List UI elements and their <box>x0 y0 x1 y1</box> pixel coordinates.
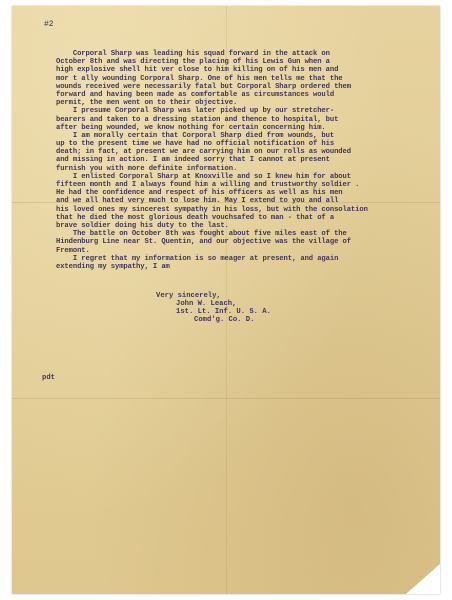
letter-body <box>56 50 430 271</box>
letter-paragraph <box>56 50 430 107</box>
text-line: after being wounded, we know nothing for certain concerning him. <box>56 123 326 132</box>
text-line: that he died the most glorious death vouchsafed to man - that of a <box>56 213 335 222</box>
text-line: fifteen month and I always found him a willing and trustworthy soldier . <box>56 181 360 189</box>
letter-paragraph <box>56 107 430 132</box>
signature-name: John W. Leach, <box>176 300 237 308</box>
text-line: Corporal Sharp was leading his squad forward in the attack on <box>56 50 330 58</box>
text-line: brave soldier doing his duty to the last. <box>56 221 229 230</box>
letter-paragraph <box>56 173 430 230</box>
text-line: up to the present time we have had no official notification of his <box>56 140 335 149</box>
signature-rank: 1st. Lt. Inf. U. S. A. <box>176 308 271 316</box>
letter-paragraph <box>56 230 430 255</box>
text-line: bearers and taken to a dressing station and thence to hospital, but <box>56 115 339 124</box>
text-line: I enlisted Corporal Sharp at Knoxville and so I knew him for about <box>56 172 351 181</box>
torn-corner <box>406 564 440 594</box>
text-line: I am morally certain that Corporal Sharp died from wounds, but <box>56 131 335 140</box>
letter-page <box>12 6 440 594</box>
text-line: permit, the men went on to their objective. <box>56 99 238 108</box>
closing: Very sincerely, <box>156 292 221 300</box>
text-line: wounds received were necessarily fatal but Corporal Sharp ordered them <box>56 82 351 91</box>
text-line: death; in fact, at present we are carrying him on our rolls as wounded <box>56 148 351 157</box>
text-line: Hindenburg Line near St. Quentin, and our objective was the village of <box>56 238 351 247</box>
text-line: and we all hated very much to lose him. May I extend to you and all <box>56 197 339 206</box>
text-line: October 8th and was directing the placing of his Lewis Gun when a <box>56 58 330 67</box>
text-line: Fremont. <box>56 246 90 255</box>
letter-paragraph <box>56 132 430 173</box>
text-line: I regret that my information is so meager at present, and again <box>56 254 339 263</box>
text-line: mor t ally wounding Corporal Sharp. One of his men tells me that the <box>56 74 343 83</box>
letter-paragraph <box>56 255 430 271</box>
text-line: high explosive shell hit ver close to him killing on of his men and <box>56 66 339 75</box>
text-line: forward and having been made as comfortable as circumstances would <box>56 90 335 99</box>
text-line: The battle on October 8th was fought about five miles east of the <box>56 230 347 239</box>
typist-initials: pdt <box>42 374 55 382</box>
page-number: #2 <box>44 20 54 29</box>
text-line: He had the confidence and respect of his officers as well as his men <box>56 189 343 198</box>
text-line: extending my sympathy, I am <box>56 262 170 271</box>
signature-title: Comd'g. Co. D. <box>194 316 255 324</box>
text-line: and missing in action. I am indeed sorry that I cannot at present <box>56 156 330 165</box>
text-line: furnish you with more definite information. <box>56 164 238 173</box>
text-line: I presume Corporal Sharp was later picked up by our stretcher- <box>56 107 335 116</box>
text-line: his loved ones my sincerest sympathy in his loss, but with the consolation <box>56 205 368 214</box>
